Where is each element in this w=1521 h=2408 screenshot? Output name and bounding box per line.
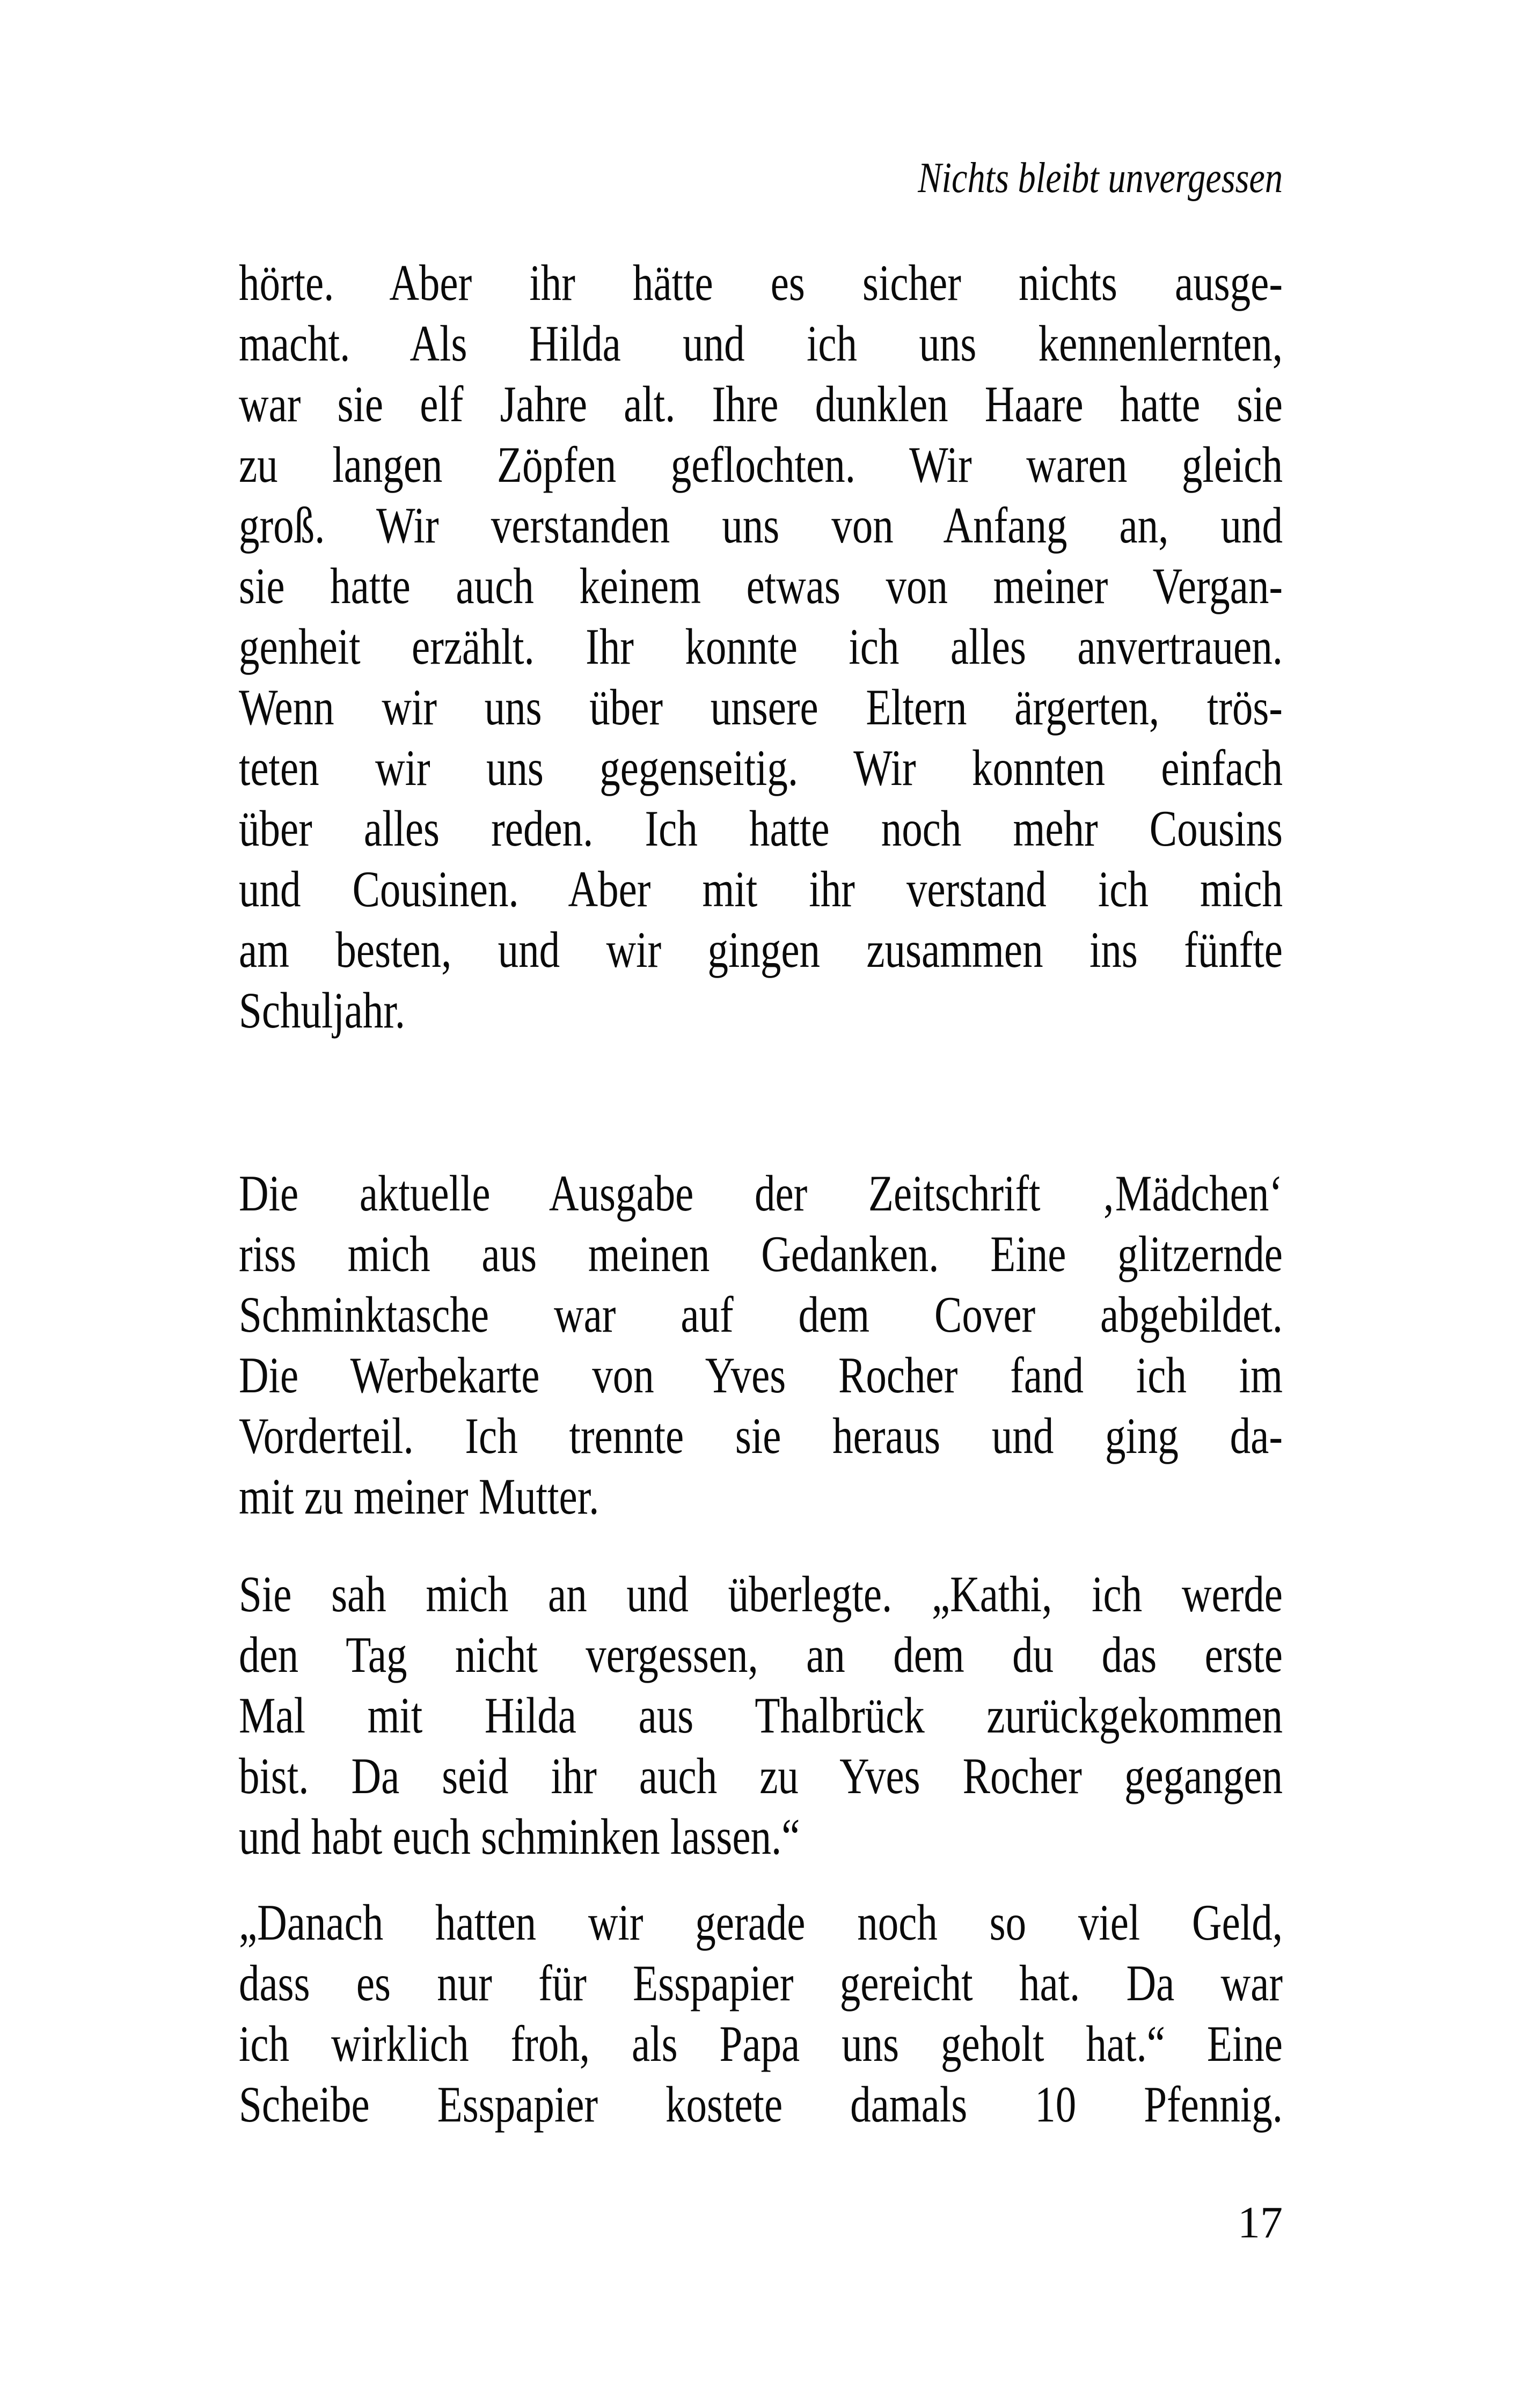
text-line: über alles reden. Ich hatte noch mehr Cousins (239, 800, 1283, 857)
text-line: riss mich aus meinen Gedanken. Eine glitzernde (239, 1225, 1283, 1282)
text-line: groß. Wir verstanden uns von Anfang an, und (239, 497, 1283, 554)
text-line: Schminktasche war auf dem Cover abgebildet. (239, 1286, 1283, 1343)
text-line: Mal mit Hilda aus Thalbrück zurückgekommen (239, 1687, 1283, 1744)
paragraph (239, 1892, 1283, 2135)
paragraph (239, 1163, 1283, 1527)
text-line: Sie sah mich an und überlegte. „Kathi, ich werde (239, 1566, 1283, 1623)
text-line: genheit erzählt. Ihr konnte ich alles anvertrauen. (239, 618, 1283, 675)
text-line: sie hatte auch keinem etwas von meiner Vergan- (239, 557, 1283, 614)
text-line: den Tag nicht vergessen, an dem du das erste (239, 1626, 1283, 1683)
text-line: mit zu meiner Mutter. (239, 1468, 599, 1525)
text-line: bist. Da seid ihr auch zu Yves Rocher gegangen (239, 1748, 1283, 1804)
text-line: war sie elf Jahre alt. Ihre dunklen Haare hatte sie (239, 376, 1283, 432)
text-line: zu langen Zöpfen geflochten. Wir waren gleich (239, 436, 1283, 493)
paragraph (239, 253, 1283, 1041)
text-line: Die Werbekarte von Yves Rocher fand ich im (239, 1347, 1283, 1404)
text-line: hörte. Aber ihr hätte es sicher nichts ausge- (239, 254, 1283, 311)
page-number: 17 (1238, 2198, 1283, 2248)
text-line: dass es nur für Esspapier gereicht hat. Da war (239, 1955, 1283, 2011)
text-line: Vorderteil. Ich trennte sie heraus und ging da- (239, 1407, 1283, 1464)
text-line: „Danach hatten wir gerade noch so viel Geld, (239, 1894, 1283, 1951)
text-line: macht. Als Hilda und ich uns kennenlernten, (239, 315, 1283, 372)
text-line: und habt euch schminken lassen.“ (239, 1808, 800, 1865)
paragraph (239, 1564, 1283, 1867)
text-line: Wenn wir uns über unsere Eltern ärgerten, trös- (239, 679, 1283, 736)
text-line: Die aktuelle Ausgabe der Zeitschrift ‚Mädchen‘ (239, 1165, 1283, 1222)
text-line: am besten, und wir gingen zusammen ins fünfte (239, 921, 1283, 978)
text-line: ich wirklich froh, als Papa uns geholt hat.“ Eine (239, 2015, 1283, 2072)
running-header: Nichts bleibt unvergessen (918, 155, 1283, 202)
text-line: Schuljahr. (239, 982, 406, 1039)
text-line: Scheibe Esspapier kostete damals 10 Pfennig. (239, 2076, 1283, 2133)
text-line: und Cousinen. Aber mit ihr verstand ich mich (239, 861, 1283, 917)
text-line: teten wir uns gegenseitig. Wir konnten einfach (239, 739, 1283, 796)
